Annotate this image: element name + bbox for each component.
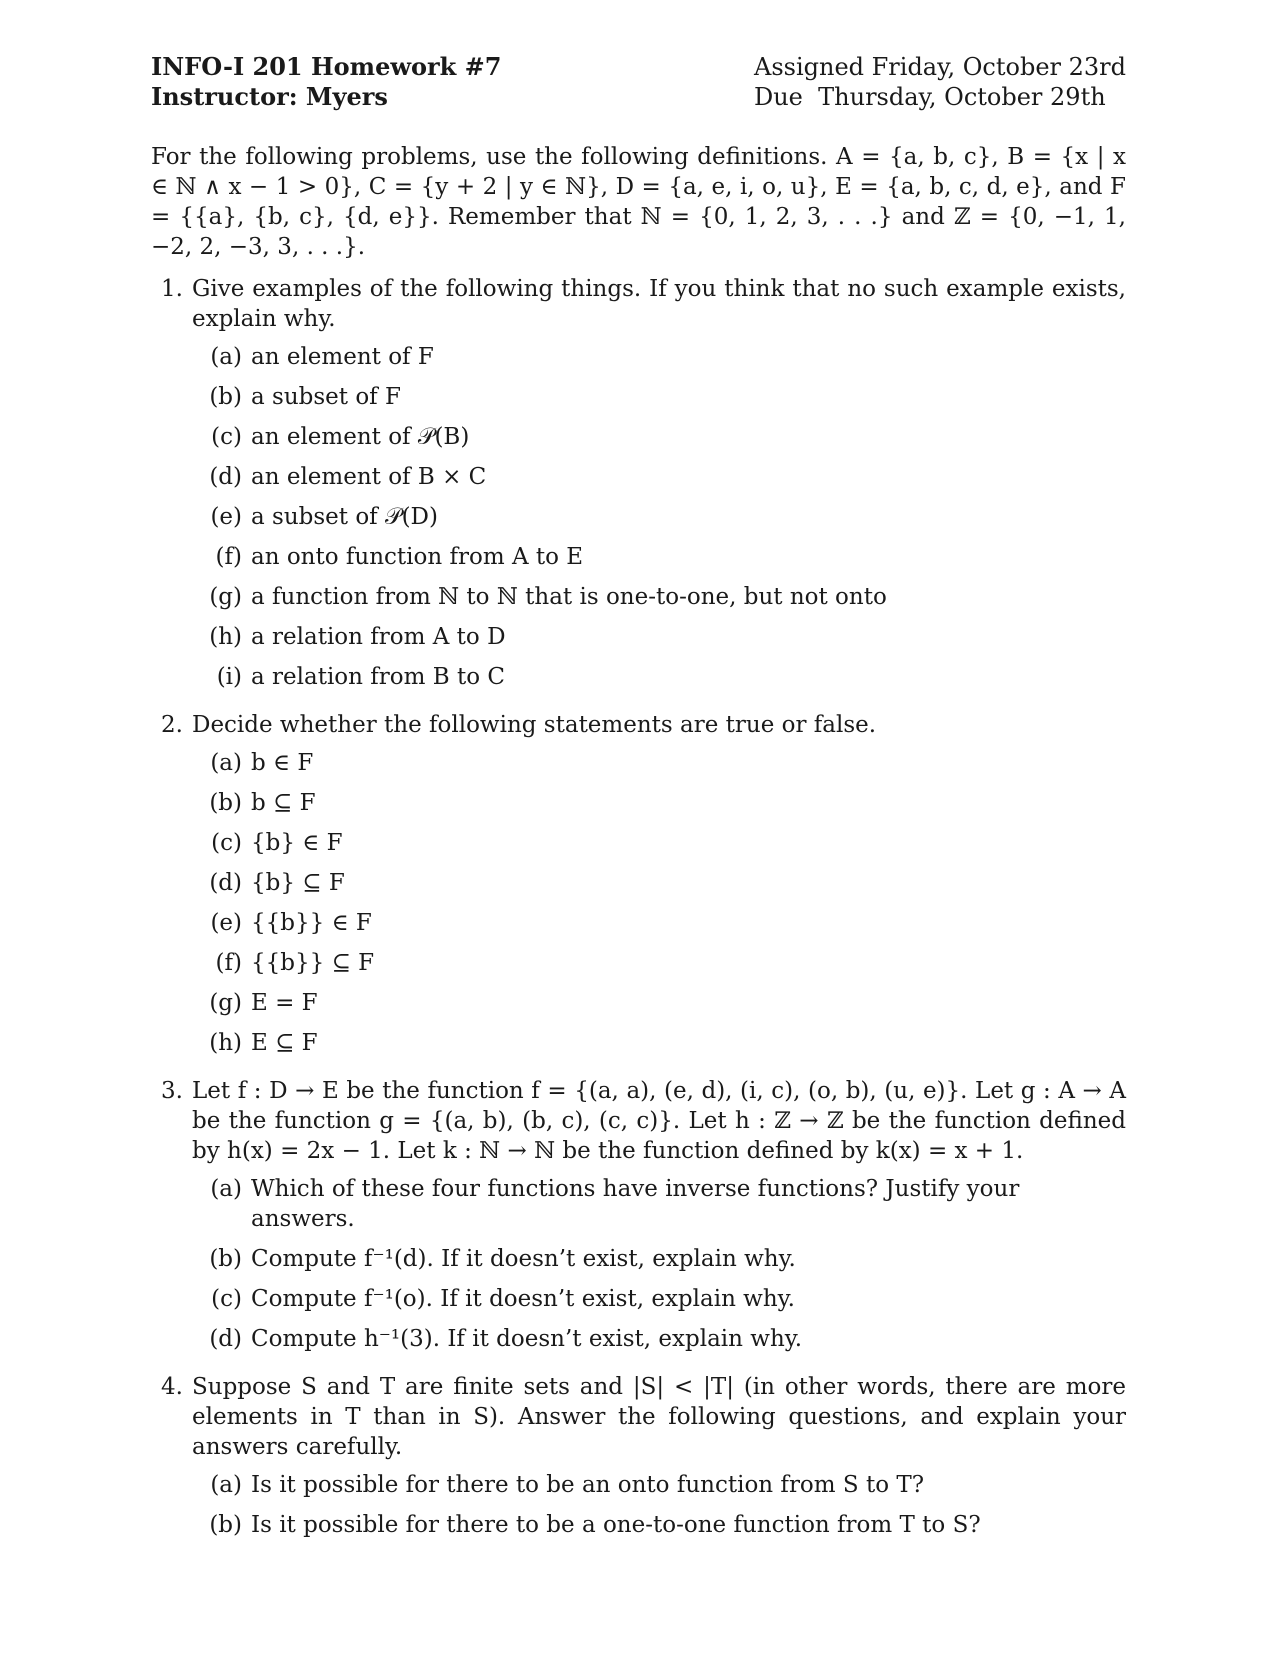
part-text: an onto function from A to E [251,544,584,570]
part-item [192,868,1126,898]
part-label: (d) [209,1326,242,1352]
due-date: Due Thursday, October 29th [753,83,1106,111]
part-label: (c) [211,424,242,450]
course-title: INFO-I 201 Homework #7 [151,52,502,81]
part-item [192,1244,1126,1274]
part-label: (b) [209,1246,242,1272]
part-text: a relation from A to D [251,624,506,650]
problem-body [192,710,1126,1058]
part-item [192,462,1126,492]
part-text: an element of B × C [251,464,487,490]
part-label: (g) [209,990,242,1016]
part-label: (g) [209,584,242,610]
part-item [192,582,1126,612]
part-text: a relation from B to C [251,664,505,690]
problem-number: 2. [161,712,183,738]
problem-4 [151,1372,1126,1540]
part-text: {b} ⊆ F [251,870,345,896]
problem-3 [151,1076,1126,1354]
part-label: (a) [210,1176,242,1202]
part-item [192,1510,1126,1540]
part-text: b ⊆ F [251,790,316,816]
part-label: (e) [210,910,242,936]
problem-body [192,1372,1126,1540]
part-item [192,422,1126,452]
part-label: (h) [209,1030,242,1056]
part-text: {b} ∈ F [251,830,343,856]
problem-text: Give examples of the following things. If you think that no such example exists, explain why. [192,276,1126,332]
part-item [192,1174,1126,1234]
part-item [192,948,1126,978]
part-item [192,382,1126,412]
problem-body [192,274,1126,692]
problem-text: Decide whether the following statements are true or false. [192,712,877,738]
part-item [192,502,1126,532]
part-text: an element of 𝒫(B) [251,424,470,450]
part-text: an element of F [251,344,434,370]
part-item [192,748,1126,778]
part-item [192,1284,1126,1314]
part-item [192,662,1126,692]
part-item [192,828,1126,858]
part-item [192,988,1126,1018]
problem-text: Let f : D → E be the function f = {(a, a), (e, d), (i, c), (o, b), (u, e)}. Let g : A → A be the function g = {(a, b), (b, c), (c, c)}. Let h : ℤ → ℤ be the function defined by h(x) = 2x − 1. Let k : ℕ → ℕ be the function defined by k(x) = x + 1. [192,1078,1126,1164]
part-label: (b) [209,384,242,410]
problem-body [192,1076,1126,1354]
problem-text: Suppose S and T are finite sets and |S| < |T| (in other words, there are more elements in T than in S). Answer the following questions, and explain your answers carefully. [192,1374,1126,1460]
part-text: a subset of 𝒫(D) [251,504,438,530]
part-label: (f) [215,950,242,976]
part-label: (b) [209,1512,242,1538]
part-text: Which of these four functions have inverse functions? Justify your answers. [251,1176,1020,1232]
part-text: a subset of F [251,384,401,410]
part-label: (c) [211,1286,242,1312]
part-item [192,788,1126,818]
part-text: {{b}} ⊆ F [251,950,375,976]
definitions-paragraph: For the following problems, use the following definitions. A = {a, b, c}, B = {x | x ∈ ℕ ∧ x − 1 > 0}, C = {y + 2 | y ∈ ℕ}, D = {a, e, i, o, u}, E = {a, b, c, d, e}, and F = {{a}, {b, c}, {d, e}}. Remember that ℕ = {0, 1, 2, 3, . . .} and ℤ = {0, −1, 1, −2, 2, −3, 3, . . .}. [151,144,1126,260]
part-text: E = F [251,990,318,1016]
part-item [192,1324,1126,1354]
part-text: E ⊆ F [251,1030,318,1056]
header [151,52,1126,112]
part-item [192,1470,1126,1500]
part-label: (i) [216,664,242,690]
problem-1 [151,274,1126,692]
part-label: (a) [210,1472,242,1498]
part-text: Is it possible for there to be an onto function from S to T? [251,1472,925,1498]
assigned-date: Assigned Friday, October 23rd [753,53,1126,81]
part-label: (c) [211,830,242,856]
part-label: (f) [215,544,242,570]
part-item [192,908,1126,938]
instructor-name: Instructor: Myers [151,82,388,111]
part-label: (h) [209,624,242,650]
part-label: (d) [209,464,242,490]
problem-2 [151,710,1126,1058]
part-label: (e) [210,504,242,530]
part-text: {{b}} ∈ F [251,910,372,936]
homework-page [151,52,1126,1540]
part-item [192,542,1126,572]
part-text: Compute h⁻¹(3). If it doesn’t exist, explain why. [251,1326,803,1352]
part-label: (b) [209,790,242,816]
header-right [754,52,1126,112]
part-text: a function from ℕ to ℕ that is one-to-one, but not onto [251,584,887,610]
part-item [192,1028,1126,1058]
part-label: (d) [209,870,242,896]
problem-number: 4. [161,1374,183,1400]
part-label: (a) [210,750,242,776]
part-text: Compute f⁻¹(d). If it doesn’t exist, explain why. [251,1246,796,1272]
part-text: Is it possible for there to be a one-to-one function from T to S? [251,1512,981,1538]
problem-number: 3. [161,1078,183,1104]
part-item [192,622,1126,652]
part-label: (a) [210,344,242,370]
header-left [151,52,501,112]
part-item [192,342,1126,372]
part-text: b ∈ F [251,750,314,776]
part-text: Compute f⁻¹(o). If it doesn’t exist, explain why. [251,1286,795,1312]
problem-number: 1. [161,276,183,302]
